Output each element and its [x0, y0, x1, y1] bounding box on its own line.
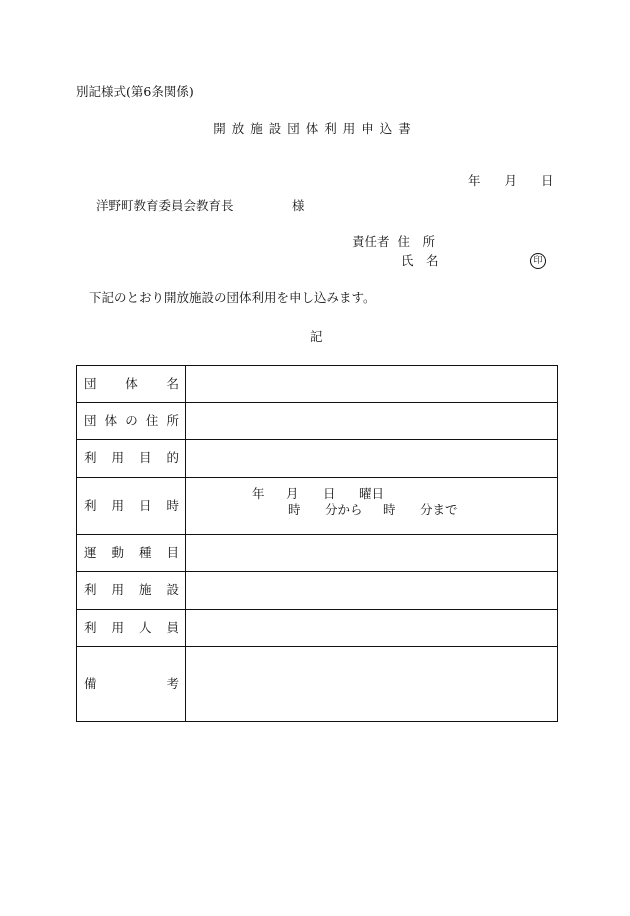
group-name-field[interactable]: [186, 366, 558, 403]
table-row: [77, 610, 558, 647]
dt-day: 日: [323, 486, 336, 501]
address-label: 住 所: [397, 234, 435, 249]
group-address-field[interactable]: [186, 403, 558, 440]
date-month: 月: [504, 172, 517, 188]
row-label-group-address: 団 体 の 住 所: [77, 403, 186, 440]
row-label-remarks: 備 考: [77, 647, 186, 722]
remarks-field[interactable]: [186, 647, 558, 722]
dt-hour-to: 時: [383, 502, 396, 517]
dt-hour-from: 時: [288, 502, 301, 517]
date-year: 年: [467, 172, 481, 188]
dt-minute-from: 分から: [325, 502, 363, 517]
table-row: [77, 572, 558, 610]
seal-mark: 印: [530, 253, 546, 269]
date-day: 日: [540, 172, 554, 188]
datetime-field[interactable]: [186, 478, 558, 535]
row-label-datetime: 利 用 日 時: [77, 478, 186, 535]
ki-heading: 記: [310, 329, 323, 344]
document-title: 開放施設団体利用申込書: [213, 121, 417, 136]
headcount-field[interactable]: [186, 610, 558, 647]
table-row: [77, 403, 558, 440]
table-row: [77, 366, 558, 403]
addressee-honorific: 様: [292, 198, 305, 213]
table-row: [77, 440, 558, 478]
sport-field[interactable]: [186, 535, 558, 572]
row-label-group-name: 団 体 名: [77, 366, 186, 403]
responsible-address-row: [352, 236, 435, 249]
row-label-headcount: 利 用 人 員: [77, 610, 186, 647]
form-label: 別記様式(第6条関係): [76, 84, 194, 99]
application-table: [76, 365, 558, 722]
intro-text: 下記のとおり開放施設の団体利用を申し込みます。: [89, 290, 376, 305]
dt-weekday: 曜日: [359, 486, 385, 501]
dt-year: 年: [252, 486, 265, 501]
facility-field[interactable]: [186, 572, 558, 610]
date-line: [460, 162, 554, 187]
purpose-field[interactable]: [186, 440, 558, 478]
dt-minute-to: 分まで: [420, 502, 458, 517]
addressee: 洋野町教育委員会教育長: [96, 198, 234, 213]
name-label: 氏 名: [401, 253, 439, 268]
table-row: [77, 478, 558, 535]
responsible-label: 責任者: [352, 234, 390, 249]
dt-month: 月: [286, 486, 299, 501]
table-row: [77, 535, 558, 572]
row-label-purpose: 利 用 目 的: [77, 440, 186, 478]
row-label-facility: 利 用 施 設: [77, 572, 186, 610]
table-row: [77, 647, 558, 722]
row-label-sport: 運 動 種 目: [77, 535, 186, 572]
